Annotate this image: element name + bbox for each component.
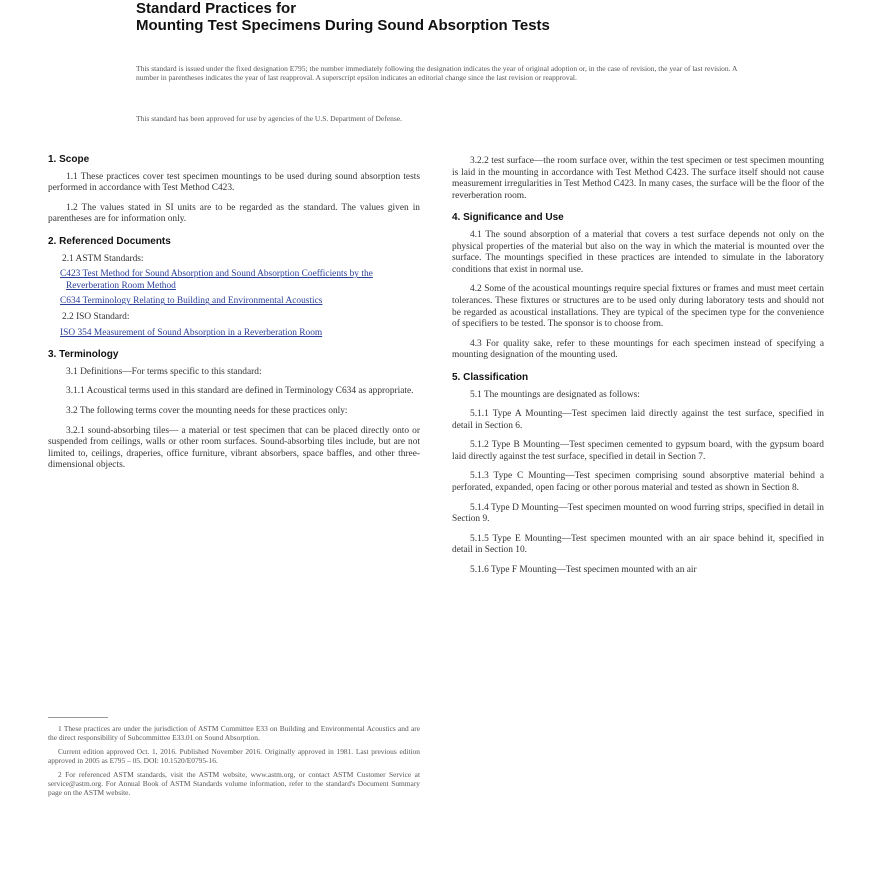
paragraph: 4.1 The sound absorption of a material that covers a test surface depends not only on the physical properties of the material but also on the way in which the material is mounted over the surface. The mountings specified in these practices are intended to simulate in the laboratory conditions that exist in normal use. (452, 229, 824, 275)
paragraph: 5.1.2 Type B Mounting—Test specimen cemented to gypsum board, with the gypsum board laid directly against the test surface, specified in detail in Section 7. (452, 440, 824, 462)
title-line-2: Mounting Test Specimens During Sound Absorption Tests (136, 17, 550, 34)
footnote: 1 These practices are under the jurisdiction of ASTM Committee E33 on Building and Environmental Acoustics and are the direct responsibility of Subcommittee E33.01 on Sound Absorption. (48, 724, 420, 742)
paragraph: 5.1 The mountings are designated as follows: (470, 389, 640, 400)
paragraph: 1.2 The values stated in SI units are to be regarded as the standard. The values given in parentheses are for information only. (48, 202, 420, 225)
paragraph: 3.1 Definitions—For terms specific to this standard: (66, 366, 262, 377)
paragraph: 5.1.6 Type F Mounting—Test specimen mounted with an air (470, 565, 697, 576)
section-heading: 3. Terminology (48, 349, 119, 361)
paragraph: 4.3 For quality sake, refer to these mountings for each specimen instead of specifying a mounting designation of the mounting used. (452, 338, 824, 361)
reference-link[interactable]: ISO 354 Measurement of Sound Absorption in a Reverberation Room (60, 327, 323, 338)
left-column (48, 152, 420, 480)
section-heading: 4. Significance and Use (452, 212, 564, 224)
title-line-1: Standard Practices for (136, 0, 297, 17)
section-heading: 1. Scope (48, 154, 90, 165)
paragraph: 3.2.1 sound-absorbing tiles— a material or test specimen that can be placed directly onto or suspended from ceilings, walls or other room surfaces. Sound-absorbing tiles include, but are not limited to, ceilings, draperies, office furniture, vibrant absorbers, space baffles, and other three-dimensional objects. (48, 425, 420, 471)
section-heading: 2. Referenced Documents (48, 235, 171, 247)
paragraph: 5.1.1 Type A Mounting—Test specimen laid directly against the test surface, specified in detail in Section 6. (452, 409, 824, 431)
designation-note: This standard is issued under the fixed designation E795; the number immediately following the designation indicates the year of original adoption or, in the case of revision, the year of last revision. A number in parentheses indicates the year of last reapproval. A superscript epsilon indicates an editorial change since the last revision or reapproval. (136, 64, 738, 82)
paragraph: 3.2 The following terms cover the mounting needs for these practices only: (66, 405, 348, 416)
paragraph: 5.1.4 Type D Mounting—Test specimen mounted on wood furring strips, specified in detail in Section 9. (452, 502, 824, 525)
paragraph: 5.1.5 Type E Mounting—Test specimen mounted with an air space behind it, specified in detail in Section 10. (452, 533, 824, 556)
reference-link[interactable]: C423 Test Method for Sound Absorption and Sound Absorption Coefficients by the Reverberation Room Method (60, 269, 373, 291)
reference-link[interactable]: C634 Terminology Relating to Building and Environmental Acoustics (60, 296, 323, 307)
paragraph: 3.2.2 test surface—the room surface over, within the test specimen or test specimen mounting is laid in the mounting in accordance with Test Method C423. The surface itself should not cause measurement irregularities in Test Method C423. In many cases, the surface will be the floor of the reverberation room. (452, 156, 824, 201)
paragraph: 4.2 Some of the acoustical mountings require special fixtures or frames and must meet certain tolerances. These fixtures or structures are to be used only during laboratory tests and should not be regarded as acoustical installations. They are typical of the specimen type for the convenience of specifiers to be tested. The sponsor is to choose from. (452, 284, 824, 330)
footnotes (48, 724, 420, 802)
reference-label: 2.1 ASTM Standards: (62, 253, 144, 264)
footnote-divider (48, 717, 108, 718)
paragraph: 1.1 These practices cover test specimen mountings to be used during sound absorption tests performed in accordance with Test Method C423. (48, 171, 420, 194)
reference-label: 2.2 ISO Standard: (62, 311, 130, 322)
document-title (136, 0, 550, 34)
approval-note: This standard has been approved for use by agencies of the U.S. Department of Defense. (136, 114, 402, 123)
paragraph: 5.1.3 Type C Mounting—Test specimen comprising sound absorptive material behind a perforated, expanded, open facing or other porous material and tested as shown in Section 8. (452, 471, 824, 494)
footnote: Current edition approved Oct. 1, 2016. Published November 2016. Originally approved in 1981. Last previous edition approved in 2005 as E795 – 05. DOI: 10.1520/E0795-16. (48, 747, 420, 765)
section-heading: 5. Classification (452, 371, 529, 383)
right-column (452, 152, 824, 585)
paragraph: 3.1.1 Acoustical terms used in this standard are defined in Terminology C634 as appropriate. (66, 386, 414, 397)
footnote: 2 For referenced ASTM standards, visit the ASTM website, www.astm.org, or contact ASTM Customer Service at service@astm.org. For Annual Book of ASTM Standards volume information, refer to the standard's Document Summary page on the ASTM website. (48, 770, 420, 797)
